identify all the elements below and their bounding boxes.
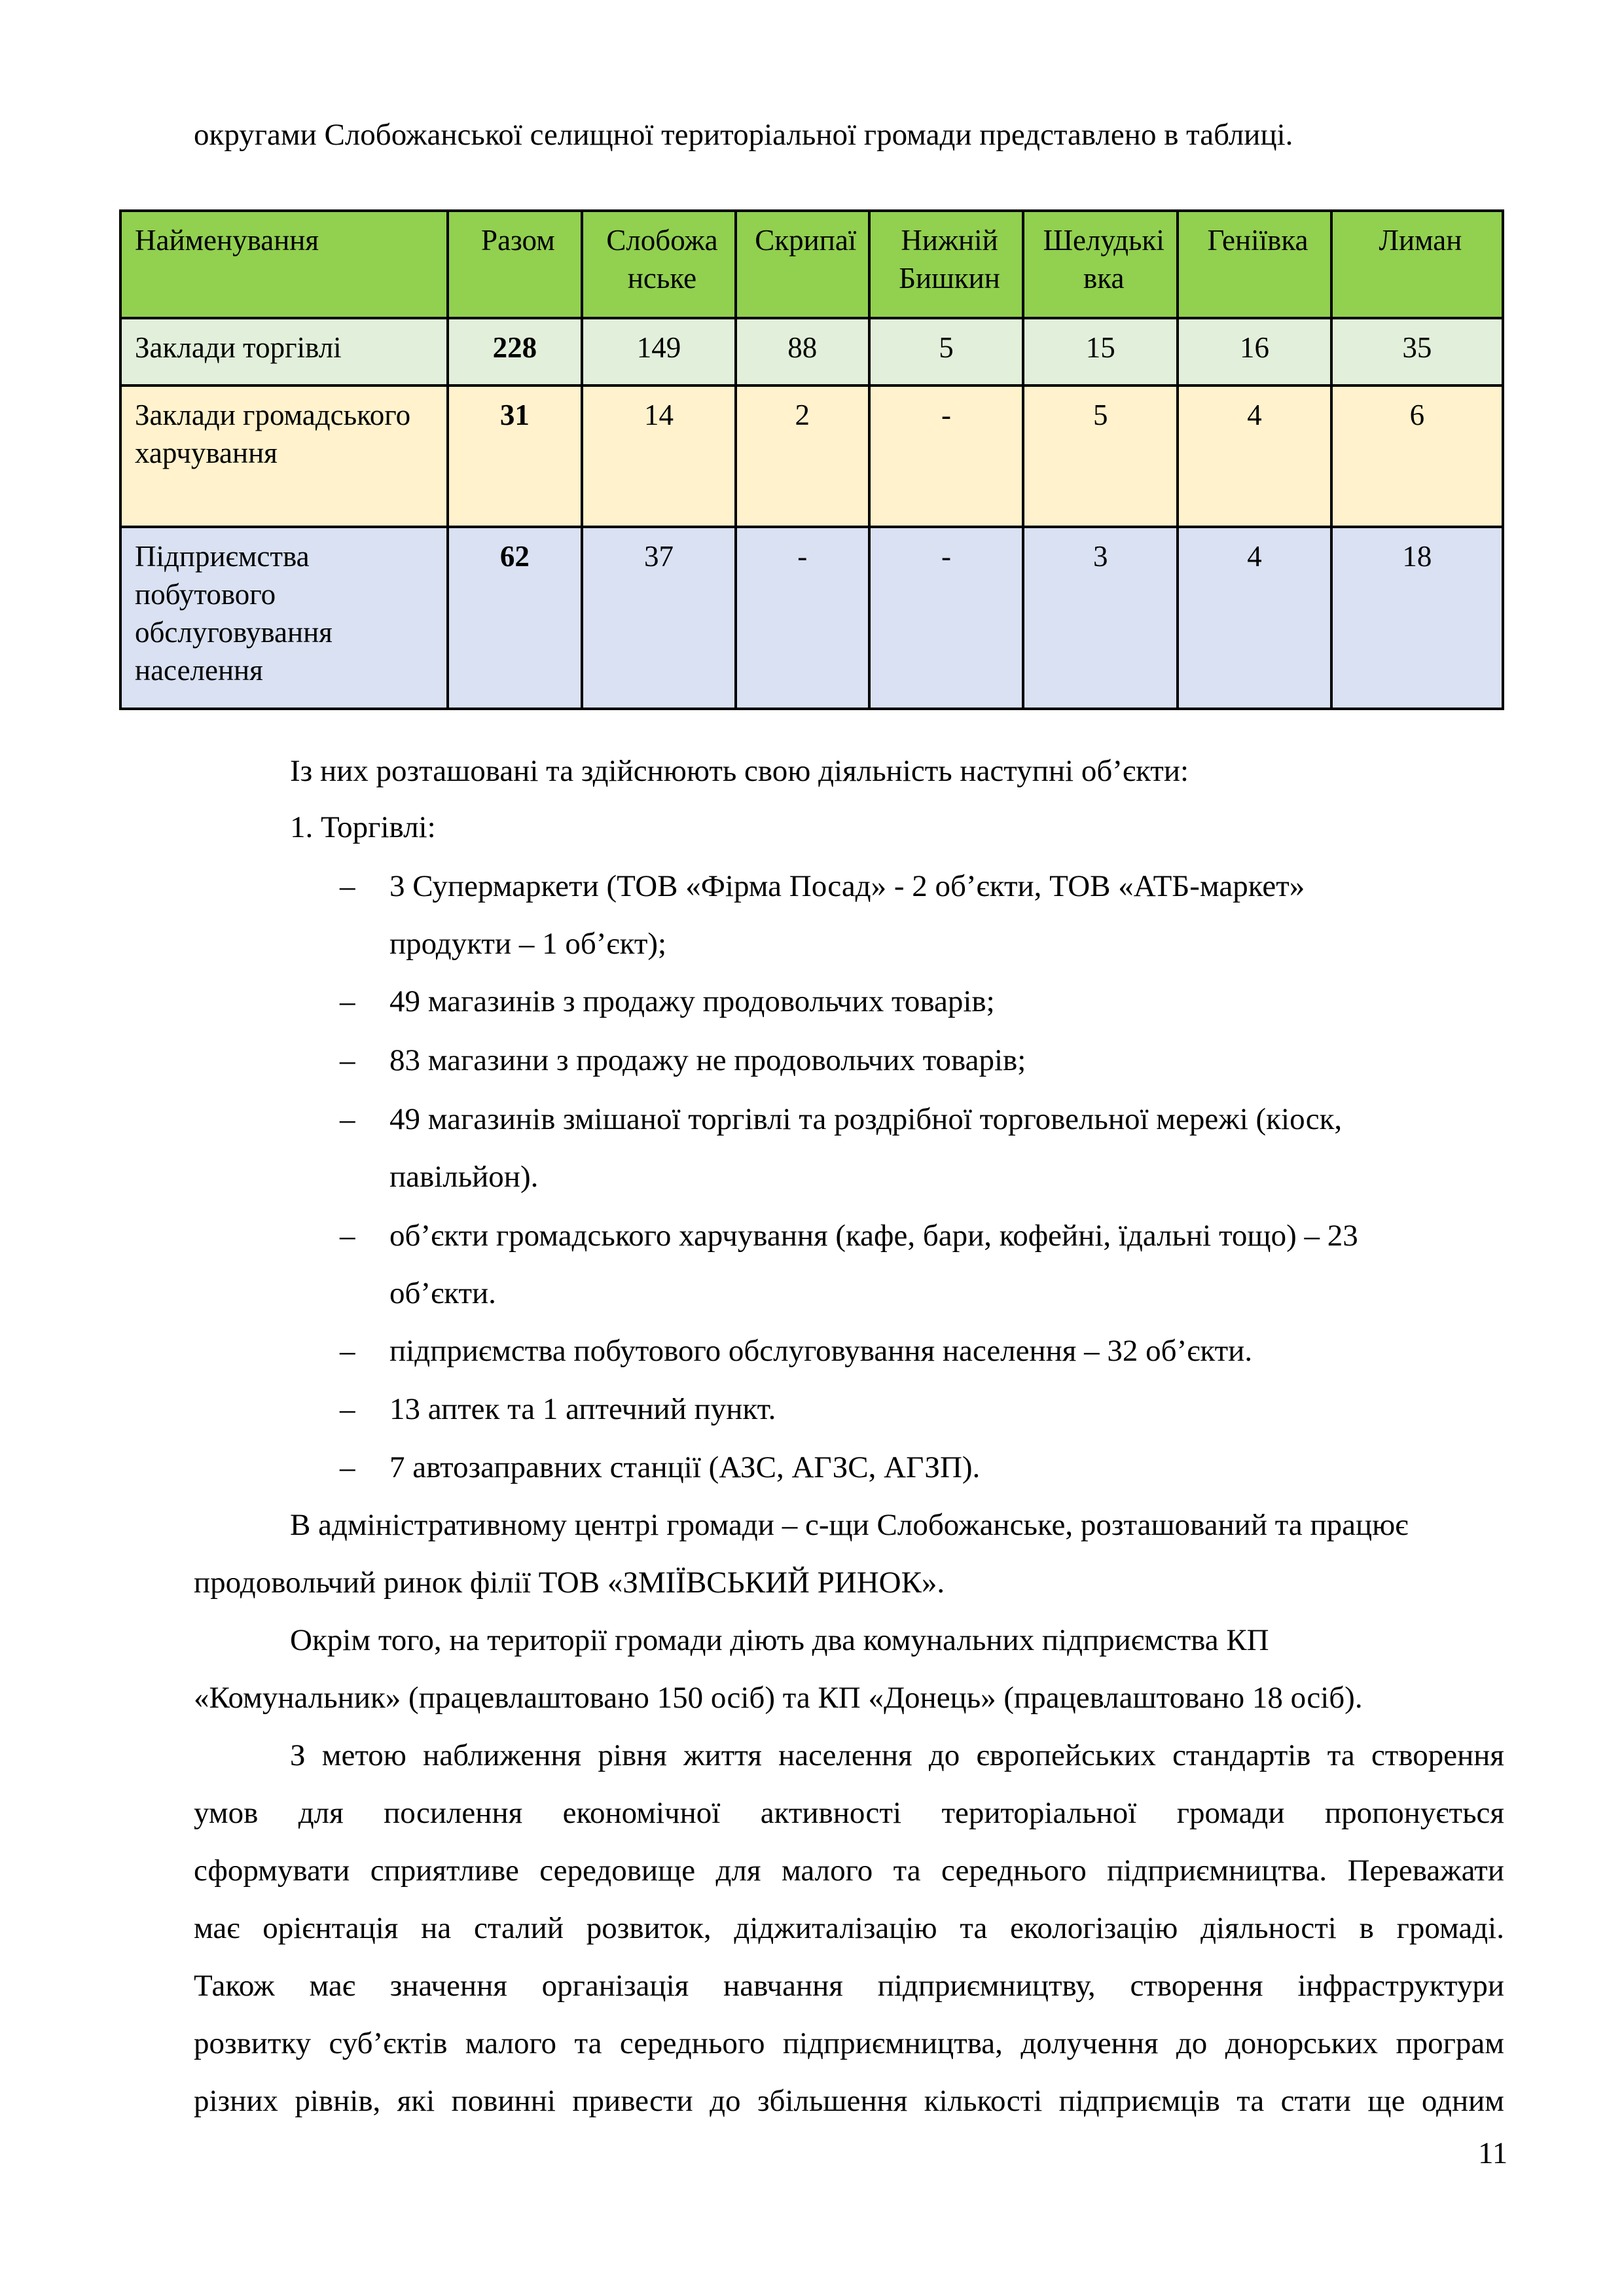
header-name: Найменування (120, 211, 448, 318)
bullet-item-cont: павільйон). (389, 1160, 539, 1194)
table-row (120, 527, 1503, 709)
header-skrypai: Скрипаї (736, 211, 869, 318)
bullet-dash: – (340, 1102, 355, 1136)
bullet-item: 13 аптек та 1 аптечний пункт. (389, 1392, 776, 1426)
cell: 16 (1178, 318, 1331, 386)
paragraph-3-line: розвитку суб’єктів малого та середнього підприємництва, долучення до донорських програм (194, 2026, 1504, 2060)
paragraph-3-line: З метою наближення рівня життя населення до європейських стандартів та створення (290, 1738, 1504, 1772)
paragraph-2: Окрім того, на території громади діють два комунальних підприємства КП (290, 1623, 1269, 1657)
bullet-dash: – (340, 1219, 355, 1253)
header-slobozhanske: Слобожа нське (582, 211, 736, 318)
bullet-item: підприємства побутового обслуговування населення – 32 об’єкти. (389, 1334, 1253, 1368)
cell: - (736, 527, 869, 709)
cell: 14 (582, 386, 736, 527)
header-total: Разом (448, 211, 583, 318)
bullet-item: 49 магазинів з продажу продовольчих товарів; (389, 984, 995, 1018)
bullet-dash: – (340, 1450, 355, 1484)
paragraph-3-cont (194, 1910, 1504, 1946)
cell: 15 (1023, 318, 1178, 386)
paragraph-3-cont (194, 1795, 1504, 1831)
cell: 18 (1331, 527, 1503, 709)
bullet-dash: – (340, 1334, 355, 1368)
paragraph-3-cont (194, 1967, 1504, 2004)
paragraph-3-line: сформувати сприятливе середовище для малого та середнього підприємництва. Переважати (194, 1854, 1504, 1888)
table-row (120, 318, 1503, 386)
cell: 6 (1331, 386, 1503, 527)
row-label: Заклади торгівлі (120, 318, 448, 386)
paragraph-3-line: Також має значення організація навчання підприємництву, створення інфраструктури (194, 1969, 1504, 2003)
cell: 35 (1331, 318, 1503, 386)
cell: 2 (736, 386, 869, 527)
header-sheludkivka: Шелудькі вка (1023, 211, 1178, 318)
cell: 5 (869, 318, 1024, 386)
cell: 4 (1178, 386, 1331, 527)
row-total: 31 (448, 386, 583, 527)
bullet-item-cont: об’єкти. (389, 1276, 496, 1310)
paragraph-1-cont: продовольчий ринок філії ТОВ «ЗМІЇВСЬКИЙ РИНОК». (194, 1566, 945, 1600)
paragraph-3-line: умов для посилення економічної активності територіальної громади пропонується (194, 1796, 1504, 1830)
header-heniivka: Геніївка (1178, 211, 1331, 318)
paragraph-2-cont: «Комунальник» (працевлаштовано 150 осіб) та КП «Донець» (працевлаштовано 18 осіб). (194, 1681, 1363, 1715)
bullet-item: об’єкти громадського харчування (кафе, бари, кофейні, їдальні тощо) – 23 (389, 1219, 1358, 1253)
page-number: 11 (1478, 2136, 1508, 2170)
paragraph-3-line: різних рівнів, які повинні привести до збільшення кількості підприємців та стати ще одним (194, 2084, 1504, 2118)
table-header-row (120, 211, 1503, 318)
cell: - (869, 527, 1024, 709)
cell: 4 (1178, 527, 1331, 709)
intro-line: округами Слобожанської селищної територіальної громади представлено в таблиці. (194, 118, 1293, 152)
header-nyzhnii-byshkyn: Нижній Бишкин (869, 211, 1024, 318)
statistics-table (119, 209, 1504, 710)
paragraph-1: В адміністративному центрі громади – с-щи Слобожанське, розташований та працює (290, 1508, 1409, 1542)
paragraph-3-cont (194, 1852, 1504, 1889)
cell: 88 (736, 318, 869, 386)
cell: - (869, 386, 1024, 527)
row-total: 62 (448, 527, 583, 709)
header-lyman: Лиман (1331, 211, 1503, 318)
table-row (120, 386, 1503, 527)
bullet-dash: – (340, 984, 355, 1018)
paragraph-3-cont (194, 2083, 1504, 2119)
bullet-item: 83 магазини з продажу не продовольчих товарів; (389, 1043, 1026, 1077)
row-label: Підприємства побутового обслуговування населення (120, 527, 448, 709)
bullet-item: 7 автозаправних станції (АЗС, АГЗС, АГЗП). (389, 1450, 981, 1484)
cell: 149 (582, 318, 736, 386)
paragraph-3-cont (194, 2025, 1504, 2062)
row-label: Заклади громадського харчування (120, 386, 448, 527)
bullet-dash: – (340, 1043, 355, 1077)
cell: 3 (1023, 527, 1178, 709)
paragraph-3 (290, 1737, 1504, 1774)
lead-paragraph: Із них розташовані та здійснюють свою діяльність наступні об’єкти: (290, 754, 1189, 788)
row-total: 228 (448, 318, 583, 386)
bullet-item: 3 Супермаркети (ТОВ «Фірма Посад» - 2 об’єкти, ТОВ «АТБ-маркет» (389, 869, 1305, 903)
bullet-item: 49 магазинів змішаної торгівлі та роздрібної торговельної мережі (кіоск, (389, 1102, 1343, 1136)
cell: 37 (582, 527, 736, 709)
cell: 5 (1023, 386, 1178, 527)
bullet-dash: – (340, 869, 355, 903)
bullet-item-cont: продукти – 1 об’єкт); (389, 927, 667, 961)
paragraph-3-line: має орієнтація на сталий розвиток, діджиталізацію та екологізацію діяльності в громаді. (194, 1911, 1504, 1945)
section-title: 1. Торгівлі: (290, 810, 436, 844)
bullet-dash: – (340, 1392, 355, 1426)
